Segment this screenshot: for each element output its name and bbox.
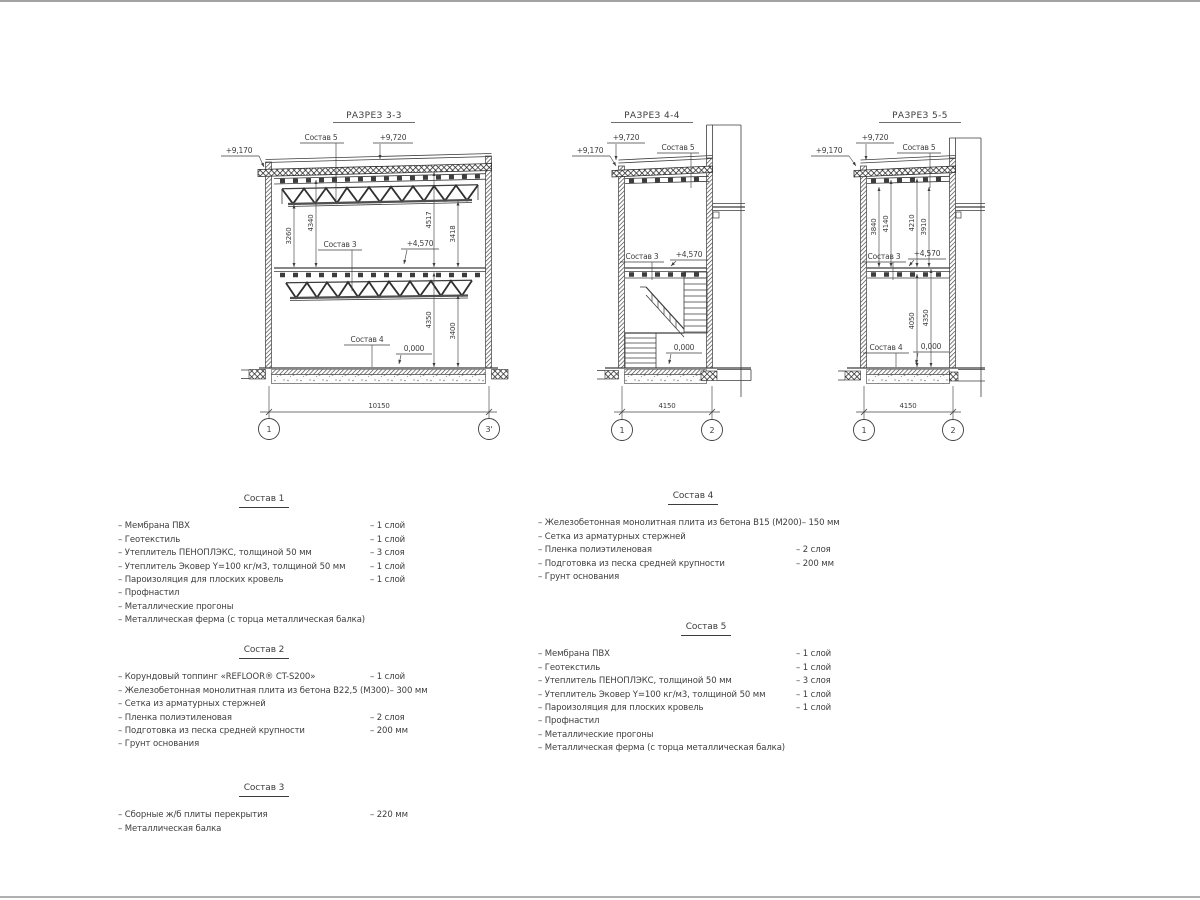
- staircase: [625, 272, 707, 368]
- list-item: – Подготовка из песка средней крупности – 200 мм: [118, 726, 408, 737]
- dim-label: 3418: [449, 225, 457, 243]
- composition-list-5: [538, 621, 848, 756]
- list-item: – Мембрана ПВХ – 1 слой: [118, 521, 406, 532]
- list-item: – Сетка из арматурных стержней: [118, 699, 266, 710]
- list-item: – Профнастил: [118, 588, 180, 599]
- elevation-label: +4,570: [913, 249, 941, 258]
- list-item: – Геотекстиль – 1 слой: [118, 534, 406, 545]
- elevation-label: 0,000: [403, 344, 425, 353]
- section-5-5: [811, 111, 985, 441]
- section-3-3: [221, 111, 508, 440]
- list-item: – Металлическая ферма (с торца металлическая балка): [538, 743, 786, 754]
- elevation-label: +4,570: [675, 250, 703, 259]
- list-item: – Корундовый топпинг «REFLOOR® CT-S200» – 1 слой: [118, 672, 406, 683]
- elevation-label: 0,000: [673, 343, 695, 352]
- composition-callout: Состав 4: [350, 335, 384, 344]
- composition-list-3: [118, 782, 410, 836]
- composition-title: Состав 4: [538, 490, 848, 505]
- list-item: – Подготовка из песка средней крупности – 200 мм: [538, 558, 834, 569]
- roof-band: [612, 166, 713, 177]
- list-item: – Утеплитель ПЕНОПЛЭКС, толщиной 50 мм – 3 слоя: [538, 676, 831, 687]
- dim-label: 3260: [285, 227, 293, 245]
- dim-label: 3910: [920, 218, 928, 236]
- axis-label: 3': [485, 425, 493, 434]
- axis-label: 1: [266, 425, 272, 434]
- list-item: – Сборные ж/б плиты перекрытия – 220 мм: [118, 810, 408, 821]
- composition-title: Состав 3: [118, 782, 410, 797]
- ground-slab: [597, 368, 751, 384]
- composition-callout: Состав 5: [304, 133, 338, 142]
- section-4-4: [572, 111, 751, 441]
- dim-label: 4140: [882, 215, 890, 233]
- list-item: – Металлическая ферма (с торца металлическая балка): [118, 615, 366, 626]
- list-item: – Геотекстиль – 1 слой: [538, 662, 832, 673]
- roof-truss: [282, 185, 478, 207]
- section-title: РАЗРЕЗ 5-5: [892, 111, 948, 121]
- roof-band: [854, 166, 956, 177]
- bottom-dimension: [259, 386, 500, 440]
- list-item: – Утеплитель Эковер Y=100 кг/м3, толщиной 50 мм – 1 слой: [538, 689, 832, 700]
- composition-list-1: [118, 493, 410, 628]
- list-item: – Металлические прогоны: [538, 729, 654, 740]
- dim-label: 3400: [449, 322, 457, 340]
- right-wall: [707, 158, 713, 368]
- dim-label: 10150: [368, 402, 390, 410]
- elevation-label: +9,170: [815, 146, 843, 155]
- right-wall: [950, 158, 956, 368]
- list-item: – Железобетонная монолитная плита из бетона B15 (М200) – 150 мм: [538, 518, 840, 529]
- list-item: – Профнастил: [538, 716, 600, 727]
- list-item: – Сетка из арматурных стержней: [538, 531, 686, 542]
- composition-list-4: [538, 490, 848, 584]
- bottom-dimension: [854, 386, 964, 441]
- left-wall: [619, 166, 625, 368]
- composition-callout: Состав 4: [869, 343, 903, 352]
- composition-callout: Состав 5: [902, 143, 936, 152]
- dim-label: 3840: [870, 218, 878, 236]
- mid-floor: [867, 268, 950, 278]
- dim-label: 4517: [425, 211, 433, 229]
- bottom-dimension: [612, 386, 723, 441]
- section-title: РАЗРЕЗ 4-4: [624, 111, 680, 121]
- left-wall: [861, 166, 867, 368]
- elevation-label: +9,170: [576, 146, 604, 155]
- elevation-label: +9,720: [379, 133, 407, 142]
- dim-label: 4340: [307, 214, 315, 232]
- list-item: – Грунт основания: [538, 572, 620, 583]
- window-bottom-edge: [0, 896, 1200, 898]
- list-item: – Металлические прогоны: [118, 601, 234, 612]
- dim-label: 4050: [908, 312, 916, 330]
- composition-callout: Состав 5: [661, 143, 695, 152]
- axis-label: 1: [861, 426, 867, 435]
- mid-floor: [625, 268, 707, 278]
- axis-label: 2: [950, 426, 956, 435]
- composition-list-2: [118, 644, 428, 752]
- list-item: – Грунт основания: [118, 739, 200, 750]
- composition-callout: Состав 3: [625, 252, 659, 261]
- elevation-label: 0,000: [920, 342, 942, 351]
- left-wall: [266, 162, 272, 368]
- list-item: – Утеплитель Эковер Y=100 кг/м3, толщиной 50 мм – 1 слой: [118, 561, 406, 572]
- composition-title: Состав 5: [538, 621, 848, 636]
- elevation-label: +9,720: [861, 133, 889, 142]
- axis-label: 1: [619, 426, 625, 435]
- composition-callout: Состав 3: [323, 240, 357, 249]
- list-item: – Утеплитель ПЕНОПЛЭКС, толщиной 50 мм – 3 слоя: [118, 548, 405, 559]
- composition-title: Состав 1: [118, 493, 410, 508]
- list-item: – Пленка полиэтиленовая – 2 слоя: [118, 712, 405, 723]
- list-item: – Мембрана ПВХ – 1 слой: [538, 649, 832, 660]
- list-item: – Пленка полиэтиленовая – 2 слоя: [538, 545, 831, 556]
- right-wall: [486, 156, 492, 368]
- axis-label: 2: [709, 426, 715, 435]
- elevation-label: +9,720: [612, 133, 640, 142]
- dim-label: 4150: [658, 402, 676, 410]
- list-item: – Пароизоляция для плоских кровель – 1 слой: [118, 575, 406, 586]
- dim-label: 4150: [899, 402, 917, 410]
- dim-label: 4210: [908, 214, 916, 232]
- dim-label: 4350: [922, 309, 930, 327]
- list-item: – Пароизоляция для плоских кровель – 1 слой: [538, 703, 832, 714]
- section-title: РАЗРЕЗ 3-3: [346, 111, 402, 121]
- ground-slab: [241, 368, 508, 384]
- dim-label: 4350: [425, 311, 433, 329]
- elevation-label: +4,570: [406, 239, 434, 248]
- list-item: – Железобетонная монолитная плита из бетона B22,5 (М300) – 300 мм: [118, 685, 428, 696]
- elevation-label: +9,170: [225, 146, 253, 155]
- list-item: – Металлическая балка: [118, 823, 222, 834]
- composition-title: Состав 2: [118, 644, 410, 659]
- mid-floor: [274, 268, 486, 301]
- composition-callout: Состав 3: [867, 252, 901, 261]
- ground-slab: [838, 368, 985, 384]
